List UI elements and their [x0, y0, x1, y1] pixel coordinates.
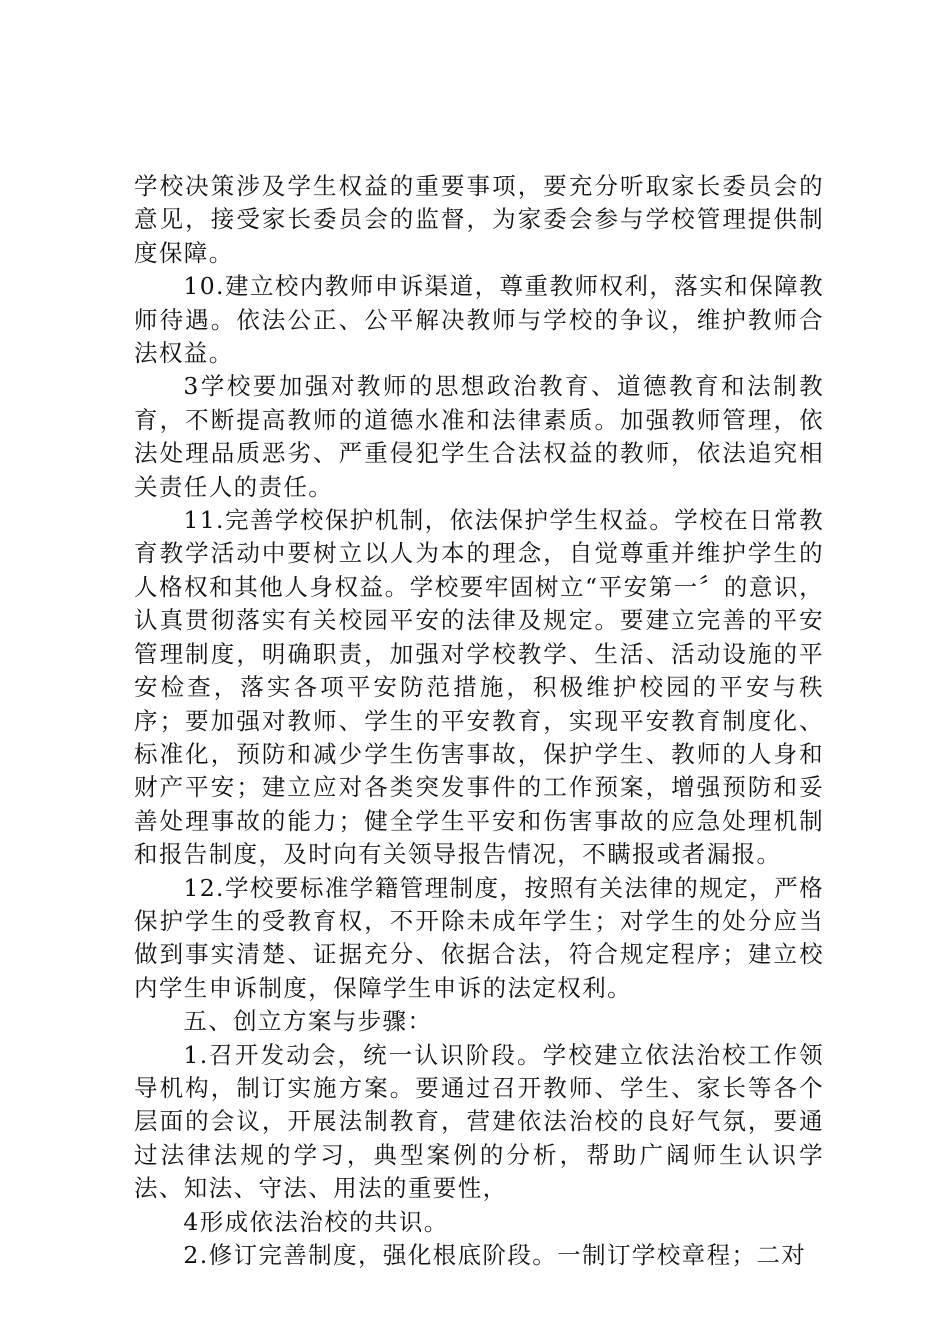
- paragraph-3-teacher-education: 3学校要加强对教师的思想政治教育、道德教育和法制教育，不断提高教师的道德水准和法律素质。加强教师管理，依法处理品质恶劣、严重侵犯学生合法权益的教师，依法追究相关责任人的责任。: [134, 372, 824, 501]
- paragraph-12-enrollment-management: 12.学校要标准学籍管理制度，按照有关法律的规定，严格保护学生的受教育权，不开除未成年学生；对学生的处分应当做到事实清楚、证据充分、依据合法，符合规定程序；建立校内学生申诉制度，保障学生申诉的法定权利。: [134, 873, 824, 1002]
- paragraph-parent-committee: 学校决策涉及学生权益的重要事项，要充分听取家长委员会的意见，接受家长委员会的监督，为家委会参与学校管理提供制度保障。: [134, 172, 824, 267]
- section-heading-plan-steps: 五、创立方案与步骤：: [183, 1007, 433, 1036]
- paragraph-4-consensus: 4形成依法治校的共识。: [183, 1207, 449, 1236]
- paragraph-step-2-revise-rules: 2.修订完善制度，强化根底阶段。一制订学校章程；二对: [183, 1241, 807, 1269]
- paragraph-step-1-mobilization: 1.召开发动会，统一认识阶段。学校建立依法治校工作领导机构，制订实施方案。要通过召开教师、学生、家长等各个层面的会议，开展法制教育，营建依法治校的良好气氛，要通过法律法规的学习，典型案例的分析，帮助广阔师生认识学法、知法、守法、用法的重要性，: [134, 1040, 824, 1203]
- document-body: [134, 170, 824, 1272]
- paragraph-10-teacher-appeal: 10.建立校内教师申诉渠道，尊重教师权利，落实和保障教师待遇。依法公正、公平解决教师与学校的争议，维护教师合法权益。: [134, 272, 824, 368]
- paragraph-11-student-protection: 11.完善学校保护机制，依法保护学生权益。学校在日常教育教学活动中要树立以人为本的理念，自觉尊重并维护学生的人格权和其他人身权益。学校要牢固树立“平安第一〞的意识，认真贯彻落实有关校园平安的法律及规定。要建立完善的平安管理制度，明确职责，加强对学校教学、生活、活动设施的平安检查，落实各项平安防范措施，积极维护校园的平安与秩序；要加强对教师、学生的平安教育，实现平安教育制度化、标准化，预防和减少学生伤害事故，保护学生、教师的人身和财产平安；建立应对各类突发事件的工作预案，增强预防和妥善处理事故的能力；健全学生平安和伤害事故的应急处理机制和报告制度，及时向有关领导报告情况，不瞒报或者漏报。: [134, 506, 824, 869]
